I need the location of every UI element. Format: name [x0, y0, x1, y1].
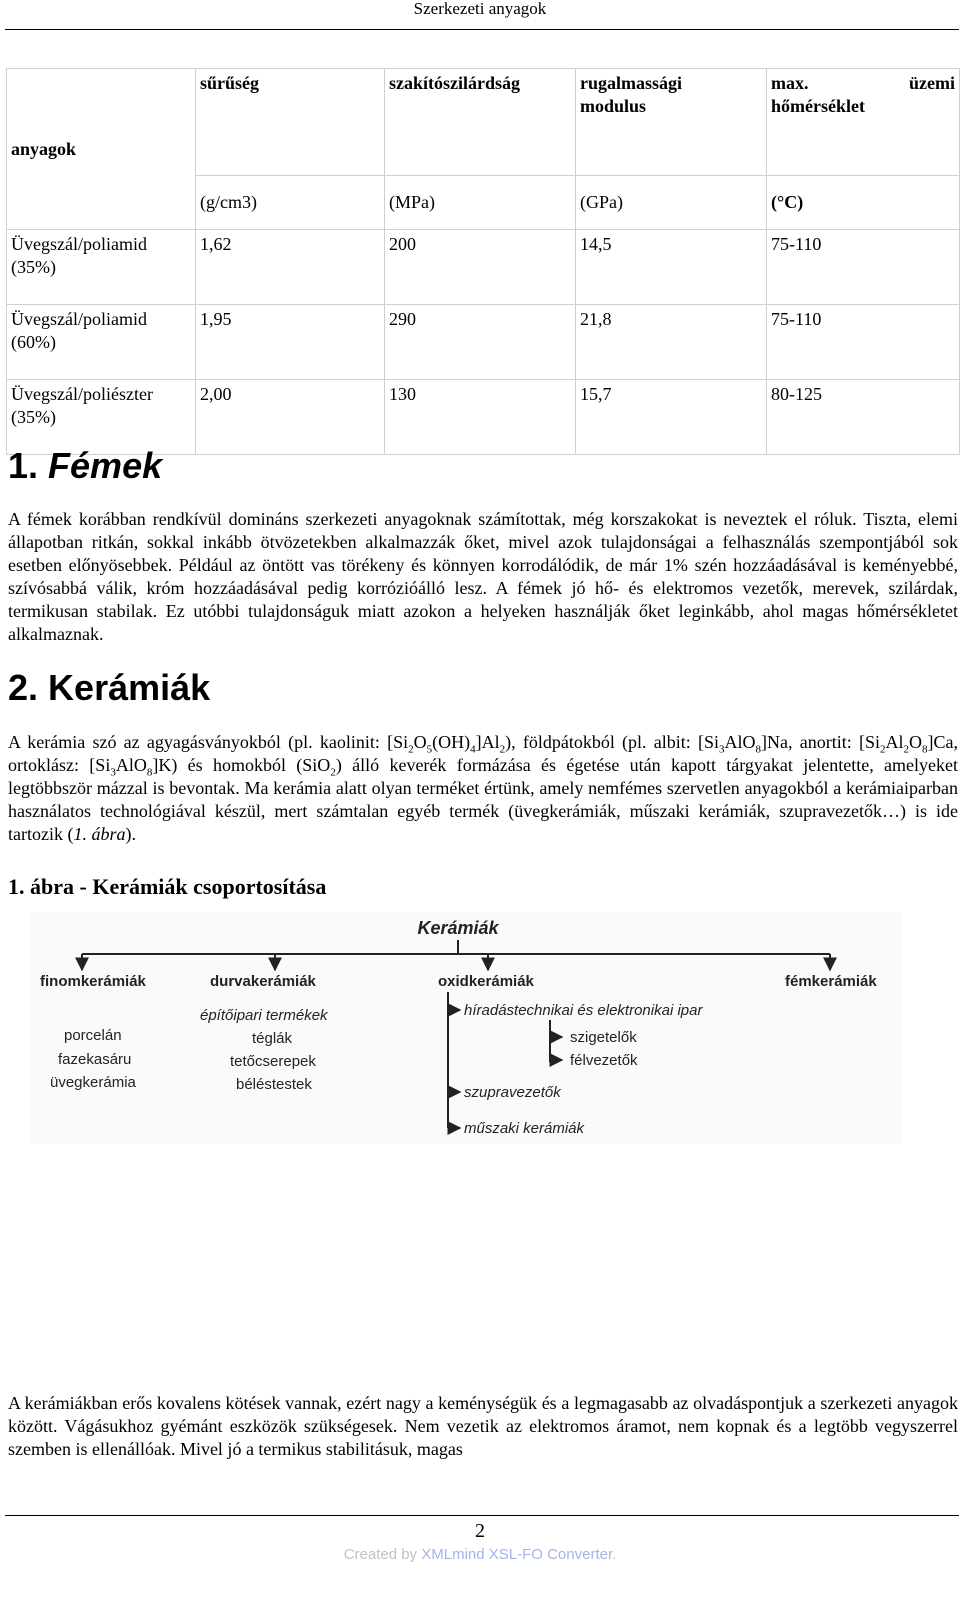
running-header-title: Szerkezeti anyagok: [413, 0, 547, 18]
converter-link[interactable]: XMLmind XSL-FO Converter: [421, 1546, 613, 1563]
cell-density: 1,95: [196, 305, 385, 380]
diagram-item: fazekasáru: [58, 1051, 132, 1068]
ceramics-paragraph-2: A kerámiákban erős kovalens kötések vannak, ezért nagy a keménységük és a legmagasabb az olvadáspontjuk a szerkezeti anyagok között. Vágásukhoz gyémánt eszközök szükségesek. Nem vezetik az elektromos áramot, nem kopnak és a legtöbb vegyszerrel szemben is ellenállóak. Mivel jó a termikus stabilitásuk, magas: [8, 1393, 958, 1459]
diagram-item: építőipari termékek: [200, 1007, 328, 1024]
diagram-item: szupravezetők: [464, 1084, 561, 1101]
diagram-root: Kerámiák: [417, 918, 499, 938]
cell-material: Üvegszál/poliészter (35%): [7, 380, 196, 455]
cell-max-temp: 75-110: [767, 305, 960, 380]
header-tensile: szakítószilárdság: [385, 69, 576, 176]
section-heading-ceramics: 2. Kerámiák: [8, 667, 211, 708]
cell-modulus: 15,7: [576, 380, 767, 455]
table-header-row: [7, 69, 960, 176]
diagram-item: műszaki kerámiák: [464, 1120, 585, 1137]
header-rule: [5, 29, 959, 30]
unit-tensile: (MPa): [385, 176, 576, 230]
cell-max-temp: 80-125: [767, 380, 960, 455]
figure-reference: 1. ábra: [73, 824, 126, 844]
section-heading-metals: 1. Fémek: [8, 445, 163, 486]
header-max-temp: max. üzemi hőmérséklet: [767, 69, 960, 176]
unit-modulus: (GPa): [576, 176, 767, 230]
table-row: [7, 230, 960, 305]
diagram-item: félvezetők: [570, 1052, 638, 1069]
page-number: 2: [475, 1520, 485, 1542]
cell-tensile: 200: [385, 230, 576, 305]
footer-rule: [5, 1515, 959, 1516]
ceramics-paragraph-1: A kerámia szó az agyagásványokból (pl. kaolinit: $[Si_2O_5(OH)_4]Al_2$), földpátokból (pl. albit: $[Si_3AlO_8]Na$, anortit: $[Si_2Al_2O_8]Ca$, ortoklász: $[Si_3AlO_8]K$) és homokból (SiO$_2$) álló keverék formázása és égetése után kapott tárgyakat jelentette, amelyeket legtöbbször mázzal is bevontak. Ma kerámia alatt olyan terméket értünk, amely nemfémes szervetlen anyagokból a kerámiaiparban használatos technológiával készül, mert számtalan egyéb termék (üvegkerámiák, műszaki kerámiák, szupravezetők…) is ide tartozik (1. ábra).: [8, 732, 958, 844]
ceramics-classification-diagram: [30, 912, 902, 1144]
table-row: [7, 305, 960, 380]
diagram-group-coarse: durvakerámiák: [210, 973, 316, 990]
diagram-item: üvegkerámia: [50, 1074, 136, 1091]
cell-tensile: 130: [385, 380, 576, 455]
diagram-item: téglák: [252, 1030, 293, 1047]
unit-max-temp: (°C): [767, 176, 960, 230]
diagram-item: béléstestek: [236, 1076, 312, 1093]
cell-material: Üvegszál/poliamid (35%): [7, 230, 196, 305]
diagram-item: szigetelők: [570, 1029, 637, 1046]
diagram-item: tetőcserepek: [230, 1053, 316, 1070]
running-header: [0, 0, 960, 30]
diagram-group-metal: fémkerámiák: [785, 973, 877, 990]
header-density: sűrűség: [196, 69, 385, 176]
unit-density: (g/cm3): [196, 176, 385, 230]
diagram-item: porcelán: [64, 1027, 122, 1044]
cell-max-temp: 75-110: [767, 230, 960, 305]
figure-title: 1. ábra - Kerámiák csoportosítása: [8, 874, 327, 899]
table-row: [7, 380, 960, 455]
created-by-note: Created by XMLmind XSL-FO Converter.: [343, 1546, 617, 1563]
cell-modulus: 14,5: [576, 230, 767, 305]
cell-tensile: 290: [385, 305, 576, 380]
cell-material: Üvegszál/poliamid (60%): [7, 305, 196, 380]
cell-modulus: 21,8: [576, 305, 767, 380]
cell-density: 1,62: [196, 230, 385, 305]
header-modulus: rugalmassági modulus: [576, 69, 767, 176]
metals-paragraph: A fémek korábban rendkívül domináns szerkezeti anyagoknak számítottak, még korszakokat is neveztek el róluk. Tiszta, elemi állapotban ritkán, sokkal inkább ötvözetekben alkalmazzák őket, mivel azok tulajdonságai a felhasználás szempontjából sok esetben előnyösebbek. Például az öntött vas törékeny és könnyen korrodálódik, de már 1% szén hozzáadásával is keményebbé, szívósabbá válik, króm hozzáadásával pedig korrózióálló lesz. A fémek jó hő- és elektromos vezetők, merevek, szilárdak, termikusan stabilak. Ez utóbbi tulajdonságuk miatt azokon a helyeken használják őket leginkább, ahol magas hőmérsékletet alkalmaznak.: [8, 509, 958, 644]
materials-table: [6, 68, 960, 455]
header-materials: anyagok: [7, 69, 196, 230]
diagram-item: híradástechnikai és elektronikai ipar: [464, 1002, 703, 1019]
cell-density: 2,00: [196, 380, 385, 455]
diagram-group-fine: finomkerámiák: [40, 973, 146, 990]
diagram-group-oxide: oxidkerámiák: [438, 973, 534, 990]
